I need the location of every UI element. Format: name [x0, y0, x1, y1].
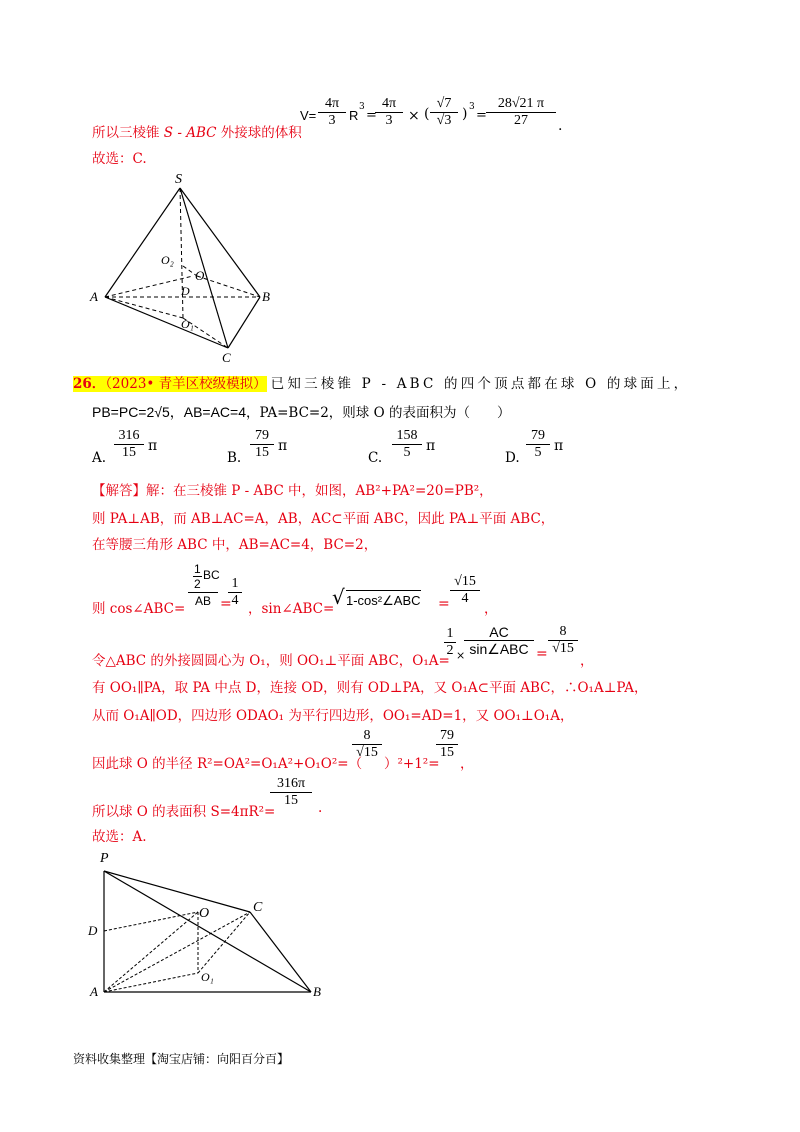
- option-a-fraction: $\frac{316}{15}$: [114, 428, 144, 461]
- problem-number: 26．: [73, 376, 106, 392]
- option-c-fraction: $\frac{158}{5}$: [392, 428, 422, 461]
- label-d: D: [181, 284, 190, 298]
- tetrahedron-figure-1: [85, 168, 285, 368]
- problem-stem-line1: 已知三棱锥 P - ABC 的四个顶点都在球 O 的球面上，: [270, 376, 691, 392]
- solution-line-2: 则 PA⊥AB，而 AB⊥AC=A，AB，AC⊂平面 ABC，因此 PA⊥平面 ABC，: [92, 511, 555, 527]
- solution-line-9: 所以球 O 的表面积 S=4πR²= $\frac{316\pi}{15}$ .: [92, 776, 323, 820]
- option-d-label: D.: [505, 450, 520, 466]
- label-c: C: [253, 900, 263, 915]
- solution-line-4: 则 cos∠ABC= 1 2 BC AB = $\frac{1}{4}$ ，sin∠ABC= √ 1-cos²∠ABC = $\frac{√15}{4}$ ，: [92, 562, 498, 617]
- label-a: A: [90, 289, 98, 304]
- label-o: O: [199, 906, 210, 921]
- label-p: P: [100, 851, 109, 866]
- label-o: O: [195, 268, 205, 283]
- label-s: S: [175, 172, 182, 187]
- label-o1: O₁: [181, 317, 194, 331]
- solution-line-3: 在等腰三角形 ABC 中，AB=AC=4，BC=2，: [92, 537, 378, 553]
- tetrahedron-figure-2: [85, 845, 345, 1010]
- option-d-fraction: $\frac{79}{5}$: [526, 428, 550, 461]
- problem-header: [73, 372, 690, 392]
- solution-line-7: 从而 O₁A∥OD，四边形 ODAO₁ 为平行四边形，OO₁=AD=1，又 OO₁⊥O₁A，: [92, 708, 574, 724]
- solution-line-1: 【解答】解：在三棱锥 P - ABC 中，如图，AB²+PA²=20=PB²，: [92, 483, 493, 499]
- label-o1: O₁: [201, 970, 214, 984]
- label-o2: O₂: [161, 253, 174, 267]
- answer-a: 故选：A.: [92, 829, 147, 845]
- answer-c: 故选：C.: [92, 151, 147, 167]
- label-c: C: [222, 350, 231, 365]
- solution-line-5: 令△ABC 的外接圆圆心为 O₁，则 OO₁⊥平面 ABC，O₁A= $\frac{1}{2}$ × AC sin∠ABC = $\frac{8}{√15}$ ，: [92, 624, 594, 669]
- option-a-label: A.: [92, 450, 107, 466]
- footer-source: 资料收集整理【淘宝店铺：向阳百分百】: [73, 1052, 290, 1066]
- volume-formula: V= $\frac{4\pi}{3}$ R 3 = $\frac{4\pi}{3}$ × ( $\frac{√7}{√3}$ ) 3 = $\frac{28√21 \pi}{27}$ .: [300, 96, 563, 134]
- label-b: B: [313, 984, 321, 999]
- solution-line-6: 有 OO₁∥PA，取 PA 中点 D，连接 OD，则有 OD⊥PA，又 O₁A⊂平面 ABC，∴O₁A⊥PA，: [92, 680, 648, 696]
- label-a: A: [90, 984, 98, 999]
- label-b: B: [262, 289, 270, 304]
- option-c-label: C.: [368, 450, 383, 466]
- volume-statement: 所以三棱锥 S - ABC 外接球的体积: [92, 125, 302, 141]
- label-d: D: [88, 923, 98, 938]
- problem-stem-line2: PB=PC=2√5，AB=AC=4，PA=BC=2，则球 O 的表面积为（ ）: [92, 404, 511, 421]
- solution-line-8: 因此球 O 的半径 R²=OA²=O₁A²+O₁O²=（ $\frac{8}{√15}$ ）²+1²= $\frac{79}{15}$ ，: [92, 728, 474, 772]
- option-b-label: B.: [227, 450, 242, 466]
- options-row: A. $\frac{316}{15}$ π B. $\frac{79}{15}$ π C. $\frac{158}{5}$ π D. $\frac{79}{5}$ π: [92, 428, 564, 466]
- option-b-fraction: $\frac{79}{15}$: [250, 428, 274, 461]
- problem-source: （2023• 青羊区校级模拟）: [105, 376, 267, 392]
